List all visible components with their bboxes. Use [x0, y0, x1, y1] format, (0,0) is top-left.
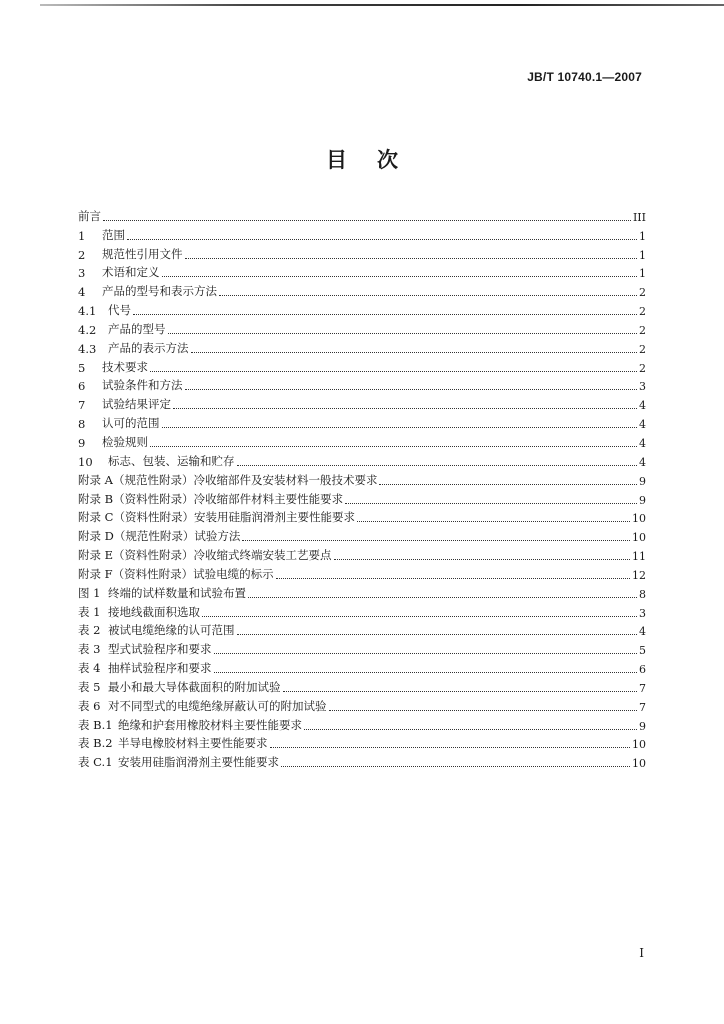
toc-entry-number: 表 B.1: [78, 717, 113, 732]
standard-code: JB/T 10740.1—2007: [527, 70, 642, 84]
toc-entry[interactable]: [78, 262, 646, 281]
toc-entry-label: 附录 E（资料性附录）冷收缩式终端安装工艺要点: [78, 548, 332, 563]
toc-leader-dots: [185, 389, 638, 390]
toc-entry-label: 前言: [78, 208, 101, 223]
scan-edge-line: [40, 4, 724, 6]
toc-entry-number: 表 1: [78, 604, 101, 619]
toc-leader-dots: [162, 276, 638, 277]
toc-entry-label: 术语和定义: [102, 265, 160, 280]
toc-entry-number: 4: [78, 285, 86, 300]
toc-entry-number: 表 B.2: [78, 736, 113, 751]
toc-leader-dots: [248, 597, 637, 598]
toc-entry[interactable]: [78, 657, 646, 676]
toc-entry-page: 2: [639, 323, 646, 337]
toc-entry[interactable]: [78, 620, 646, 639]
toc-entry[interactable]: [78, 412, 646, 431]
toc-entry-label: 绝缘和护套用橡胶材料主要性能要求: [118, 717, 302, 732]
toc-entry-number: 9: [78, 435, 86, 450]
toc-leader-dots: [281, 766, 630, 767]
toc-entry-page: 1: [639, 248, 646, 262]
toc-entry-page: 10: [632, 757, 646, 771]
toc-entry-page: 2: [639, 305, 646, 319]
toc-entry-page: 3: [639, 606, 646, 620]
toc-leader-dots: [237, 465, 638, 466]
toc-entry-page: 9: [639, 493, 646, 507]
toc-entry-page: 10: [632, 531, 646, 545]
toc-leader-dots: [173, 408, 637, 409]
toc-entry-page: 4: [639, 625, 646, 639]
toc-entry-number: 10: [78, 454, 93, 469]
toc-entry-label: 代号: [108, 303, 131, 318]
toc-leader-dots: [329, 710, 638, 711]
toc-leader-dots: [334, 559, 630, 560]
toc-entry-number: 8: [78, 417, 86, 432]
toc-leader-dots: [276, 578, 630, 579]
toc-entry-number: 1: [78, 228, 86, 243]
toc-leader-dots: [103, 220, 631, 221]
toc-leader-dots: [191, 352, 638, 353]
toc-entry-page: 5: [639, 644, 646, 658]
toc-leader-dots: [379, 484, 637, 485]
toc-entry[interactable]: [78, 488, 646, 507]
toc-entry-label: 抽样试验程序和要求: [108, 661, 212, 676]
toc-entry-page: 1: [639, 267, 646, 281]
toc-entry-number: 2: [78, 247, 86, 262]
toc-entry[interactable]: [78, 337, 646, 356]
toc-entry-page: 12: [632, 568, 646, 582]
toc-entry-page: 4: [639, 399, 646, 413]
page-number: I: [639, 946, 644, 960]
toc-entry-page: 11: [632, 550, 646, 564]
toc-entry-label: 附录 A（规范性附录）冷收缩部件及安装材料一般技术要求: [78, 472, 378, 487]
toc-entry-number: 4.1: [78, 304, 97, 319]
toc-entry-label: 附录 B（资料性附录）冷收缩部件材料主要性能要求: [78, 491, 344, 506]
toc-entry[interactable]: [78, 714, 646, 733]
toc-entry-label: 产品的表示方法: [108, 340, 189, 355]
toc-entry-page: 10: [632, 738, 646, 752]
toc-entry-number: 7: [78, 398, 86, 413]
toc-entry-page: 2: [639, 286, 646, 300]
toc-entry[interactable]: [78, 544, 646, 563]
toc-entry-label: 产品的型号和表示方法: [102, 284, 217, 299]
toc-entry-page: III: [632, 210, 646, 224]
toc-entry-label: 对不同型式的电缆绝缘屏蔽认可的附加试验: [108, 698, 327, 713]
toc-entry-label: 范围: [102, 227, 125, 242]
toc-entry-label: 接地线截面积选取: [108, 604, 200, 619]
toc-entry-label: 产品的型号: [108, 321, 166, 336]
toc-entry-page: 2: [639, 361, 646, 375]
toc-entry[interactable]: [78, 525, 646, 544]
toc-leader-dots: [185, 258, 638, 259]
toc-leader-dots: [168, 333, 638, 334]
toc-entry-page: 8: [639, 587, 646, 601]
toc-entry[interactable]: [78, 676, 646, 695]
toc-leader-dots: [219, 295, 637, 296]
toc-entry-number: 5: [78, 360, 86, 375]
table-of-contents: [78, 205, 646, 770]
toc-entry[interactable]: [78, 507, 646, 526]
toc-entry[interactable]: [78, 563, 646, 582]
toc-entry-label: 检验规则: [102, 434, 148, 449]
toc-entry[interactable]: [78, 224, 646, 243]
toc-entry-page: 3: [639, 380, 646, 394]
toc-entry-number: 图 1: [78, 585, 101, 600]
toc-entry[interactable]: [78, 469, 646, 488]
toc-entry-page: 4: [639, 455, 646, 469]
toc-entry-page: 10: [632, 512, 646, 526]
toc-entry[interactable]: [78, 582, 646, 601]
toc-entry-page: 7: [639, 681, 646, 695]
toc-leader-dots: [304, 729, 637, 730]
toc-entry-label: 规范性引用文件: [102, 246, 183, 261]
toc-entry-page: 7: [639, 700, 646, 714]
toc-entry-label: 安装用硅脂润滑剂主要性能要求: [118, 755, 279, 770]
toc-leader-dots: [214, 653, 638, 654]
toc-leader-dots: [357, 521, 630, 522]
toc-entry-number: 表 2: [78, 623, 101, 638]
toc-entry-label: 试验条件和方法: [102, 378, 183, 393]
toc-entry-label: 附录 D（规范性附录）试验方法: [78, 529, 241, 544]
toc-entry-page: 2: [639, 342, 646, 356]
toc-entry-label: 半导电橡胶材料主要性能要求: [118, 736, 268, 751]
toc-entry-label: 认可的范围: [102, 416, 160, 431]
toc-entry-number: 表 C.1: [78, 755, 113, 770]
toc-entry-label: 试验结果评定: [102, 397, 171, 412]
toc-entry-page: 4: [639, 436, 646, 450]
toc-entry-number: 表 6: [78, 698, 101, 713]
page-title: 目次: [326, 148, 428, 172]
toc-leader-dots: [242, 540, 630, 541]
toc-entry-label: 附录 C（资料性附录）安装用硅脂润滑剂主要性能要求: [78, 510, 355, 525]
toc-entry-label: 附录 F（资料性附录）试验电缆的标示: [78, 566, 274, 581]
toc-entry[interactable]: [78, 450, 646, 469]
toc-entry-label: 最小和最大导体截面积的附加试验: [108, 679, 281, 694]
toc-entry[interactable]: [78, 695, 646, 714]
toc-entry-page: 9: [639, 719, 646, 733]
toc-entry[interactable]: [78, 280, 646, 299]
toc-entry[interactable]: [78, 318, 646, 337]
toc-leader-dots: [345, 503, 637, 504]
toc-entry[interactable]: [78, 751, 646, 770]
toc-leader-dots: [162, 427, 638, 428]
toc-leader-dots: [237, 634, 638, 635]
toc-entry[interactable]: [78, 375, 646, 394]
toc-entry-page: 6: [639, 663, 646, 677]
toc-entry-label: 标志、包装、运输和贮存: [108, 453, 235, 468]
toc-entry[interactable]: [78, 356, 646, 375]
toc-entry[interactable]: [78, 243, 646, 262]
toc-leader-dots: [150, 446, 637, 447]
toc-entry-page: 9: [639, 474, 646, 488]
toc-entry-number: 3: [78, 266, 86, 281]
toc-leader-dots: [133, 314, 637, 315]
toc-leader-dots: [150, 371, 637, 372]
toc-entry-page: 1: [639, 229, 646, 243]
toc-entry[interactable]: [78, 601, 646, 620]
toc-entry[interactable]: [78, 431, 646, 450]
toc-entry-page: 4: [639, 418, 646, 432]
toc-entry-number: 4.3: [78, 341, 97, 356]
toc-entry[interactable]: [78, 205, 646, 224]
toc-entry[interactable]: [78, 638, 646, 657]
toc-entry-number: 表 5: [78, 679, 101, 694]
toc-entry-label: 技术要求: [102, 359, 148, 374]
toc-leader-dots: [283, 691, 638, 692]
toc-entry[interactable]: [78, 299, 646, 318]
toc-entry[interactable]: [78, 393, 646, 412]
toc-leader-dots: [127, 239, 637, 240]
toc-entry-number: 6: [78, 379, 86, 394]
toc-entry-number: 4.2: [78, 322, 97, 337]
toc-entry-number: 表 4: [78, 661, 101, 676]
toc-entry[interactable]: [78, 733, 646, 752]
toc-entry-number: 表 3: [78, 642, 101, 657]
toc-entry-label: 被试电缆绝缘的认可范围: [108, 623, 235, 638]
toc-leader-dots: [214, 672, 638, 673]
toc-entry-label: 型式试验程序和要求: [108, 642, 212, 657]
toc-entry-label: 终端的试样数量和试验布置: [108, 585, 246, 600]
toc-leader-dots: [270, 747, 631, 748]
toc-leader-dots: [202, 616, 637, 617]
